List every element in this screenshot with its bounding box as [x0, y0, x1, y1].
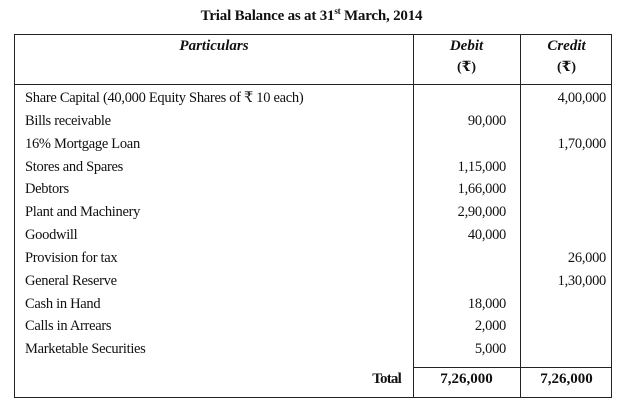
total-debit: 7,26,000: [440, 371, 493, 387]
row-debit: 2,90,000: [457, 204, 506, 220]
header-credit-label: Credit: [547, 38, 586, 54]
table-row: [15, 273, 613, 296]
table-row: [15, 341, 613, 364]
row-debit: 40,000: [467, 227, 506, 243]
table-row: [15, 181, 613, 204]
table-row: [15, 318, 613, 341]
table-row: [15, 136, 613, 159]
table-row: [15, 113, 613, 136]
row-particulars: Plant and Machinery: [25, 204, 141, 220]
trial-balance-table: [14, 34, 612, 398]
row-particulars: Marketable Securities: [25, 341, 146, 357]
row-particulars: Stores and Spares: [25, 159, 123, 175]
header-debit: [413, 38, 520, 76]
table-row: [15, 296, 613, 319]
row-particulars: Cash in Hand: [25, 296, 101, 312]
table-row: [15, 250, 613, 273]
row-debit: 90,000: [467, 113, 506, 129]
row-particulars: 16% Mortgage Loan: [25, 136, 140, 152]
title-suffix: March, 2014: [340, 8, 423, 24]
row-particulars: Share Capital (40,000 Equity Shares of ₹ 10 each): [25, 90, 304, 106]
row-debit: 1,15,000: [457, 159, 506, 175]
row-credit: 1,70,000: [557, 136, 606, 152]
title-superscript: st: [334, 6, 341, 16]
row-particulars: Goodwill: [25, 227, 78, 243]
row-debit: 2,000: [474, 318, 506, 334]
row-debit: 18,000: [467, 296, 506, 312]
row-credit: 26,000: [567, 250, 606, 266]
header-credit: [520, 38, 613, 76]
row-debit: 5,000: [474, 341, 506, 357]
title-text: Trial Balance as at 31: [200, 8, 335, 24]
row-particulars: Debtors: [25, 181, 69, 197]
row-particulars: Provision for tax: [25, 250, 118, 266]
total-divider: [413, 367, 611, 368]
document-title: [0, 6, 623, 25]
header-particulars: Particulars: [179, 38, 249, 54]
header-divider: [15, 84, 611, 85]
header-debit-unit: (₹): [456, 60, 477, 75]
row-particulars: Bills receivable: [25, 113, 111, 129]
table-row: [15, 204, 613, 227]
total-credit: 7,26,000: [540, 371, 593, 387]
row-particulars: General Reserve: [25, 273, 117, 289]
row-particulars: Calls in Arrears: [25, 318, 112, 334]
row-credit: 4,00,000: [557, 90, 606, 106]
table-row: [15, 227, 613, 250]
table-row: [15, 90, 613, 113]
table-row: [15, 159, 613, 182]
header-debit-label: Debit: [449, 38, 484, 54]
total-label: Total: [372, 371, 401, 387]
header-credit-unit: (₹): [556, 60, 577, 75]
row-debit: 1,66,000: [457, 181, 506, 197]
row-credit: 1,30,000: [557, 273, 606, 289]
